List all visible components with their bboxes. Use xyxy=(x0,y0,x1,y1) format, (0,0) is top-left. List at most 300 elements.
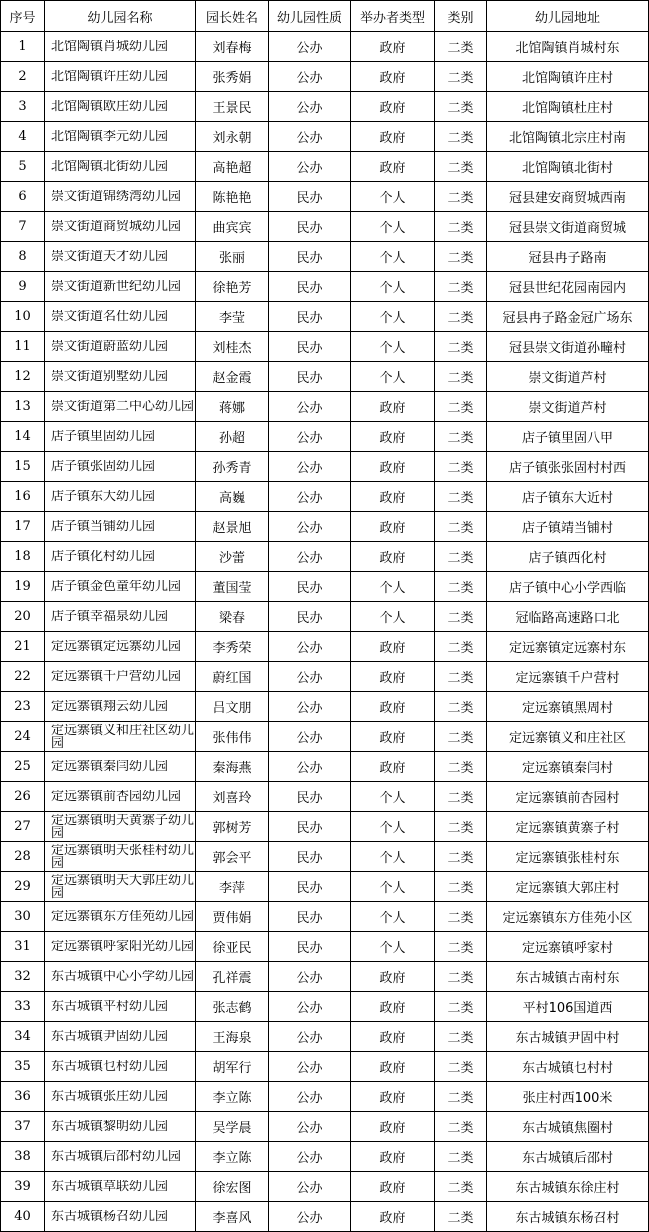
cell-sponsor-type: 政府 xyxy=(351,152,435,182)
cell-principal-name: 王海泉 xyxy=(196,1022,269,1052)
table-row xyxy=(1,122,649,152)
cell-principal-name: 李秀荣 xyxy=(196,632,269,662)
table-row xyxy=(1,572,649,602)
cell-kindergarten-name xyxy=(45,782,196,812)
cell-address: 冠县崇文街道商贸城 xyxy=(487,212,649,242)
kindergarten-name-text: 崇文街道别墅幼儿园 xyxy=(51,370,169,383)
cell-address: 定远寨镇秦闫村 xyxy=(487,752,649,782)
cell-category: 二类 xyxy=(435,692,487,722)
kindergarten-name-text: 定远寨镇明天大郭庄幼儿园 xyxy=(51,873,195,900)
cell-kindergarten-nature: 民办 xyxy=(269,302,351,332)
cell-sponsor-type: 个人 xyxy=(351,572,435,602)
table-row xyxy=(1,962,649,992)
cell-principal-name: 徐亚民 xyxy=(196,932,269,962)
kindergarten-name-text: 东古城镇中心小学幼儿园 xyxy=(51,970,195,983)
cell-category: 二类 xyxy=(435,842,487,872)
cell-address: 东古城镇东杨召村 xyxy=(487,1202,649,1232)
cell-address: 张庄村西100米 xyxy=(487,1082,649,1112)
cell-kindergarten-nature: 公办 xyxy=(269,992,351,1022)
header-category: 类别 xyxy=(435,1,487,32)
cell-sponsor-type: 政府 xyxy=(351,692,435,722)
cell-principal-name: 李莹 xyxy=(196,302,269,332)
cell-kindergarten-nature: 民办 xyxy=(269,872,351,902)
cell-category: 二类 xyxy=(435,122,487,152)
cell-kindergarten-nature: 公办 xyxy=(269,62,351,92)
table-row xyxy=(1,362,649,392)
kindergarten-name-text: 北馆陶镇许庄幼儿园 xyxy=(51,70,169,83)
cell-principal-name: 徐宏图 xyxy=(196,1172,269,1202)
cell-address: 定远寨镇黑周村 xyxy=(487,692,649,722)
cell-category: 二类 xyxy=(435,902,487,932)
cell-kindergarten-name xyxy=(45,1082,196,1112)
cell-kindergarten-nature: 民办 xyxy=(269,902,351,932)
cell-kindergarten-name xyxy=(45,902,196,932)
cell-kindergarten-name xyxy=(45,332,196,362)
table-row xyxy=(1,1022,649,1052)
cell-kindergarten-nature: 民办 xyxy=(269,182,351,212)
cell-sponsor-type: 个人 xyxy=(351,182,435,212)
cell-category: 二类 xyxy=(435,272,487,302)
cell-kindergarten-nature: 公办 xyxy=(269,962,351,992)
cell-category: 二类 xyxy=(435,962,487,992)
cell-address: 东古城镇乜村村 xyxy=(487,1052,649,1082)
table-row xyxy=(1,1172,649,1202)
cell-address: 北馆陶镇北街村 xyxy=(487,152,649,182)
cell-kindergarten-name xyxy=(45,752,196,782)
cell-sponsor-type: 个人 xyxy=(351,872,435,902)
table-row xyxy=(1,1082,649,1112)
cell-sponsor-type: 政府 xyxy=(351,1112,435,1142)
cell-index: 27 xyxy=(1,812,45,842)
cell-index: 2 xyxy=(1,62,45,92)
cell-address: 东古城镇焦圈村 xyxy=(487,1112,649,1142)
cell-sponsor-type: 政府 xyxy=(351,92,435,122)
cell-principal-name: 刘春梅 xyxy=(196,32,269,62)
cell-kindergarten-nature: 公办 xyxy=(269,152,351,182)
table-row xyxy=(1,482,649,512)
kindergarten-name-text: 定远寨镇前杏园幼儿园 xyxy=(51,790,182,803)
cell-address: 定远寨镇呼家村 xyxy=(487,932,649,962)
cell-kindergarten-name xyxy=(45,452,196,482)
cell-principal-name: 秦海燕 xyxy=(196,752,269,782)
table-row xyxy=(1,452,649,482)
cell-address: 定远寨镇定远寨村东 xyxy=(487,632,649,662)
cell-kindergarten-nature: 民办 xyxy=(269,272,351,302)
cell-kindergarten-nature: 民办 xyxy=(269,932,351,962)
cell-category: 二类 xyxy=(435,392,487,422)
cell-kindergarten-name xyxy=(45,1142,196,1172)
cell-address: 定远寨镇千户营村 xyxy=(487,662,649,692)
cell-kindergarten-name xyxy=(45,482,196,512)
cell-kindergarten-nature: 民办 xyxy=(269,332,351,362)
cell-category: 二类 xyxy=(435,242,487,272)
cell-category: 二类 xyxy=(435,1202,487,1232)
cell-sponsor-type: 政府 xyxy=(351,1082,435,1112)
cell-category: 二类 xyxy=(435,182,487,212)
cell-index: 21 xyxy=(1,632,45,662)
cell-kindergarten-nature: 公办 xyxy=(269,92,351,122)
header-sponsor-type: 举办者类型 xyxy=(351,1,435,32)
cell-kindergarten-nature: 民办 xyxy=(269,362,351,392)
cell-index: 25 xyxy=(1,752,45,782)
cell-kindergarten-nature: 公办 xyxy=(269,752,351,782)
cell-address: 崇文街道芦村 xyxy=(487,392,649,422)
cell-sponsor-type: 政府 xyxy=(351,752,435,782)
cell-category: 二类 xyxy=(435,542,487,572)
cell-category: 二类 xyxy=(435,1052,487,1082)
cell-kindergarten-nature: 公办 xyxy=(269,692,351,722)
cell-address: 定远寨镇前杏园村 xyxy=(487,782,649,812)
table-row xyxy=(1,662,649,692)
kindergarten-name-text: 定远寨镇秦闫幼儿园 xyxy=(51,760,169,773)
cell-category: 二类 xyxy=(435,332,487,362)
cell-sponsor-type: 个人 xyxy=(351,782,435,812)
header-index: 序号 xyxy=(1,1,45,32)
cell-category: 二类 xyxy=(435,482,487,512)
cell-index: 19 xyxy=(1,572,45,602)
cell-index: 39 xyxy=(1,1172,45,1202)
cell-category: 二类 xyxy=(435,602,487,632)
kindergarten-name-text: 北馆陶镇北街幼儿园 xyxy=(51,160,169,173)
kindergarten-name-text: 定远寨镇东方佳苑幼儿园 xyxy=(51,910,195,923)
table-row xyxy=(1,872,649,902)
cell-sponsor-type: 个人 xyxy=(351,212,435,242)
cell-principal-name: 贾伟娟 xyxy=(196,902,269,932)
cell-index: 11 xyxy=(1,332,45,362)
cell-address: 店子镇里固八甲 xyxy=(487,422,649,452)
cell-principal-name: 高巍 xyxy=(196,482,269,512)
cell-kindergarten-name xyxy=(45,272,196,302)
table-row xyxy=(1,422,649,452)
cell-sponsor-type: 个人 xyxy=(351,932,435,962)
cell-kindergarten-nature: 公办 xyxy=(269,122,351,152)
cell-principal-name: 蔚红国 xyxy=(196,662,269,692)
kindergarten-name-text: 北馆陶镇肖城幼儿园 xyxy=(51,40,169,53)
cell-kindergarten-name xyxy=(45,842,196,872)
cell-principal-name: 李立陈 xyxy=(196,1082,269,1112)
cell-principal-name: 张丽 xyxy=(196,242,269,272)
cell-category: 二类 xyxy=(435,1142,487,1172)
cell-sponsor-type: 政府 xyxy=(351,422,435,452)
cell-index: 31 xyxy=(1,932,45,962)
table-row xyxy=(1,212,649,242)
cell-index: 10 xyxy=(1,302,45,332)
cell-kindergarten-name xyxy=(45,632,196,662)
cell-kindergarten-nature: 公办 xyxy=(269,482,351,512)
kindergarten-name-text: 定远寨镇义和庄社区幼儿园 xyxy=(51,723,195,750)
cell-kindergarten-nature: 民办 xyxy=(269,572,351,602)
cell-principal-name: 赵金霞 xyxy=(196,362,269,392)
table-row xyxy=(1,92,649,122)
cell-principal-name: 孙秀青 xyxy=(196,452,269,482)
table-row xyxy=(1,992,649,1022)
table-row xyxy=(1,752,649,782)
cell-category: 二类 xyxy=(435,572,487,602)
cell-kindergarten-nature: 公办 xyxy=(269,1142,351,1172)
cell-address: 东古城镇东徐庄村 xyxy=(487,1172,649,1202)
cell-principal-name: 董国莹 xyxy=(196,572,269,602)
cell-kindergarten-nature: 公办 xyxy=(269,632,351,662)
cell-index: 35 xyxy=(1,1052,45,1082)
cell-sponsor-type: 政府 xyxy=(351,482,435,512)
cell-address: 东古城镇古南村东 xyxy=(487,962,649,992)
cell-kindergarten-nature: 公办 xyxy=(269,662,351,692)
cell-category: 二类 xyxy=(435,362,487,392)
kindergarten-name-text: 东古城镇黎明幼儿园 xyxy=(51,1120,169,1133)
cell-kindergarten-name xyxy=(45,572,196,602)
cell-kindergarten-nature: 公办 xyxy=(269,1022,351,1052)
kindergarten-name-text: 店子镇金色童年幼儿园 xyxy=(51,580,182,593)
table-row xyxy=(1,272,649,302)
table-row xyxy=(1,1052,649,1082)
cell-kindergarten-nature: 公办 xyxy=(269,1172,351,1202)
kindergarten-name-text: 定远寨镇千户营幼儿园 xyxy=(51,670,182,683)
cell-kindergarten-name xyxy=(45,32,196,62)
cell-address: 店子镇中心小学西临 xyxy=(487,572,649,602)
cell-sponsor-type: 个人 xyxy=(351,272,435,302)
cell-principal-name: 孔祥震 xyxy=(196,962,269,992)
table-row xyxy=(1,332,649,362)
cell-principal-name: 郭会平 xyxy=(196,842,269,872)
cell-kindergarten-nature: 民办 xyxy=(269,812,351,842)
header-kindergarten-nature: 幼儿园性质 xyxy=(269,1,351,32)
table-row xyxy=(1,932,649,962)
cell-sponsor-type: 政府 xyxy=(351,1022,435,1052)
cell-index: 5 xyxy=(1,152,45,182)
cell-address: 平村106国道西 xyxy=(487,992,649,1022)
cell-address: 东古城镇后邵村 xyxy=(487,1142,649,1172)
cell-sponsor-type: 个人 xyxy=(351,602,435,632)
cell-principal-name: 吴学晨 xyxy=(196,1112,269,1142)
cell-index: 32 xyxy=(1,962,45,992)
cell-category: 二类 xyxy=(435,62,487,92)
cell-principal-name: 刘桂杰 xyxy=(196,332,269,362)
cell-kindergarten-name xyxy=(45,152,196,182)
cell-address: 北馆陶镇杜庄村 xyxy=(487,92,649,122)
cell-index: 28 xyxy=(1,842,45,872)
cell-address: 冠临路高速路口北 xyxy=(487,602,649,632)
cell-category: 二类 xyxy=(435,422,487,452)
kindergarten-name-text: 店子镇张固幼儿园 xyxy=(51,460,156,473)
kindergarten-name-text: 崇文街道锦绣湾幼儿园 xyxy=(51,190,182,203)
kindergarten-name-text: 东古城镇乜村幼儿园 xyxy=(51,1060,169,1073)
kindergarten-name-text: 崇文街道蔚蓝幼儿园 xyxy=(51,340,169,353)
cell-category: 二类 xyxy=(435,32,487,62)
cell-index: 20 xyxy=(1,602,45,632)
cell-category: 二类 xyxy=(435,632,487,662)
cell-kindergarten-name xyxy=(45,1052,196,1082)
kindergarten-name-text: 东古城镇平村幼儿园 xyxy=(51,1000,169,1013)
table-row xyxy=(1,392,649,422)
cell-address: 店子镇靖当铺村 xyxy=(487,512,649,542)
cell-sponsor-type: 政府 xyxy=(351,962,435,992)
cell-kindergarten-name xyxy=(45,992,196,1022)
cell-sponsor-type: 政府 xyxy=(351,1142,435,1172)
cell-sponsor-type: 个人 xyxy=(351,242,435,272)
cell-kindergarten-nature: 公办 xyxy=(269,542,351,572)
cell-principal-name: 王景民 xyxy=(196,92,269,122)
kindergarten-name-text: 崇文街道天才幼儿园 xyxy=(51,250,169,263)
cell-principal-name: 张伟伟 xyxy=(196,722,269,752)
cell-index: 26 xyxy=(1,782,45,812)
cell-category: 二类 xyxy=(435,92,487,122)
cell-index: 22 xyxy=(1,662,45,692)
cell-principal-name: 陈艳艳 xyxy=(196,182,269,212)
cell-address: 冠县建安商贸城西南 xyxy=(487,182,649,212)
cell-address: 店子镇张张固村村西 xyxy=(487,452,649,482)
cell-address: 冠县世纪花园南园内 xyxy=(487,272,649,302)
cell-category: 二类 xyxy=(435,662,487,692)
cell-sponsor-type: 个人 xyxy=(351,812,435,842)
cell-kindergarten-nature: 民办 xyxy=(269,212,351,242)
cell-sponsor-type: 个人 xyxy=(351,332,435,362)
cell-index: 13 xyxy=(1,392,45,422)
cell-sponsor-type: 政府 xyxy=(351,1052,435,1082)
cell-kindergarten-name xyxy=(45,242,196,272)
cell-index: 12 xyxy=(1,362,45,392)
header-kindergarten-name: 幼儿园名称 xyxy=(45,1,196,32)
table-row xyxy=(1,812,649,842)
kindergarten-name-text: 店子镇化村幼儿园 xyxy=(51,550,156,563)
cell-kindergarten-nature: 公办 xyxy=(269,1052,351,1082)
cell-principal-name: 梁春 xyxy=(196,602,269,632)
cell-kindergarten-nature: 公办 xyxy=(269,1202,351,1232)
cell-index: 23 xyxy=(1,692,45,722)
cell-kindergarten-name xyxy=(45,722,196,752)
cell-category: 二类 xyxy=(435,1112,487,1142)
kindergarten-name-text: 定远寨镇明天张桂村幼儿园 xyxy=(51,843,195,870)
cell-kindergarten-nature: 公办 xyxy=(269,722,351,752)
cell-index: 34 xyxy=(1,1022,45,1052)
cell-principal-name: 沙蕾 xyxy=(196,542,269,572)
table-row xyxy=(1,722,649,752)
cell-sponsor-type: 政府 xyxy=(351,32,435,62)
table-row xyxy=(1,632,649,662)
cell-kindergarten-name xyxy=(45,182,196,212)
table-row xyxy=(1,242,649,272)
cell-sponsor-type: 个人 xyxy=(351,302,435,332)
cell-category: 二类 xyxy=(435,722,487,752)
cell-principal-name: 胡军行 xyxy=(196,1052,269,1082)
cell-kindergarten-name xyxy=(45,212,196,242)
kindergarten-name-text: 店子镇幸福泉幼儿园 xyxy=(51,610,169,623)
cell-index: 37 xyxy=(1,1112,45,1142)
cell-kindergarten-nature: 公办 xyxy=(269,1112,351,1142)
cell-kindergarten-name xyxy=(45,512,196,542)
header-row xyxy=(1,1,649,32)
kindergarten-name-text: 定远寨镇翔云幼儿园 xyxy=(51,700,169,713)
cell-index: 16 xyxy=(1,482,45,512)
cell-index: 14 xyxy=(1,422,45,452)
cell-sponsor-type: 政府 xyxy=(351,632,435,662)
cell-kindergarten-nature: 民办 xyxy=(269,602,351,632)
cell-kindergarten-nature: 公办 xyxy=(269,32,351,62)
cell-category: 二类 xyxy=(435,812,487,842)
kindergarten-name-text: 崇文街道新世纪幼儿园 xyxy=(51,280,182,293)
cell-kindergarten-name xyxy=(45,302,196,332)
cell-address: 定远寨镇张桂村东 xyxy=(487,842,649,872)
cell-kindergarten-name xyxy=(45,1112,196,1142)
kindergarten-name-text: 店子镇里固幼儿园 xyxy=(51,430,156,443)
cell-address: 北馆陶镇肖城村东 xyxy=(487,32,649,62)
cell-kindergarten-name xyxy=(45,1172,196,1202)
cell-index: 29 xyxy=(1,872,45,902)
cell-address: 店子镇西化村 xyxy=(487,542,649,572)
kindergarten-name-text: 崇文街道名仕幼儿园 xyxy=(51,310,169,323)
table-row xyxy=(1,302,649,332)
cell-sponsor-type: 个人 xyxy=(351,362,435,392)
cell-principal-name: 蒋娜 xyxy=(196,392,269,422)
cell-kindergarten-name xyxy=(45,692,196,722)
cell-kindergarten-nature: 民办 xyxy=(269,242,351,272)
cell-kindergarten-name xyxy=(45,422,196,452)
cell-kindergarten-name xyxy=(45,602,196,632)
cell-kindergarten-nature: 公办 xyxy=(269,512,351,542)
cell-kindergarten-name xyxy=(45,932,196,962)
cell-sponsor-type: 政府 xyxy=(351,392,435,422)
cell-index: 24 xyxy=(1,722,45,752)
kindergarten-name-text: 东古城镇后邵村幼儿园 xyxy=(51,1150,182,1163)
header-principal-name: 园长姓名 xyxy=(196,1,269,32)
table-row xyxy=(1,182,649,212)
cell-category: 二类 xyxy=(435,932,487,962)
cell-category: 二类 xyxy=(435,872,487,902)
cell-category: 二类 xyxy=(435,992,487,1022)
kindergarten-name-text: 定远寨镇定远寨幼儿园 xyxy=(51,640,182,653)
table-row xyxy=(1,1142,649,1172)
cell-principal-name: 张秀娟 xyxy=(196,62,269,92)
cell-kindergarten-name xyxy=(45,362,196,392)
cell-index: 15 xyxy=(1,452,45,482)
cell-index: 30 xyxy=(1,902,45,932)
table-body xyxy=(1,32,649,1232)
kindergarten-name-text: 崇文街道商贸城幼儿园 xyxy=(51,220,182,233)
cell-kindergarten-nature: 公办 xyxy=(269,452,351,482)
table-row xyxy=(1,602,649,632)
cell-index: 38 xyxy=(1,1142,45,1172)
cell-kindergarten-name xyxy=(45,1022,196,1052)
kindergarten-name-text: 东古城镇张庄幼儿园 xyxy=(51,1090,169,1103)
cell-category: 二类 xyxy=(435,1172,487,1202)
cell-kindergarten-name xyxy=(45,962,196,992)
table-row xyxy=(1,902,649,932)
cell-sponsor-type: 个人 xyxy=(351,842,435,872)
cell-sponsor-type: 政府 xyxy=(351,662,435,692)
cell-principal-name: 曲宾宾 xyxy=(196,212,269,242)
cell-kindergarten-name xyxy=(45,62,196,92)
kindergarten-name-text: 北馆陶镇李元幼儿园 xyxy=(51,130,169,143)
cell-category: 二类 xyxy=(435,512,487,542)
cell-sponsor-type: 政府 xyxy=(351,542,435,572)
cell-index: 36 xyxy=(1,1082,45,1112)
kindergarten-name-text: 东古城镇草联幼儿园 xyxy=(51,1180,169,1193)
cell-principal-name: 李立陈 xyxy=(196,1142,269,1172)
cell-sponsor-type: 政府 xyxy=(351,1202,435,1232)
cell-sponsor-type: 政府 xyxy=(351,512,435,542)
cell-kindergarten-nature: 公办 xyxy=(269,422,351,452)
cell-kindergarten-nature: 公办 xyxy=(269,392,351,422)
cell-kindergarten-name xyxy=(45,392,196,422)
cell-kindergarten-name xyxy=(45,92,196,122)
table-row xyxy=(1,1112,649,1142)
table-header xyxy=(1,1,649,32)
table-row xyxy=(1,512,649,542)
kindergarten-name-text: 崇文街道第二中心幼儿园 xyxy=(51,400,195,413)
cell-index: 8 xyxy=(1,242,45,272)
cell-index: 7 xyxy=(1,212,45,242)
cell-category: 二类 xyxy=(435,752,487,782)
cell-principal-name: 吕文朋 xyxy=(196,692,269,722)
